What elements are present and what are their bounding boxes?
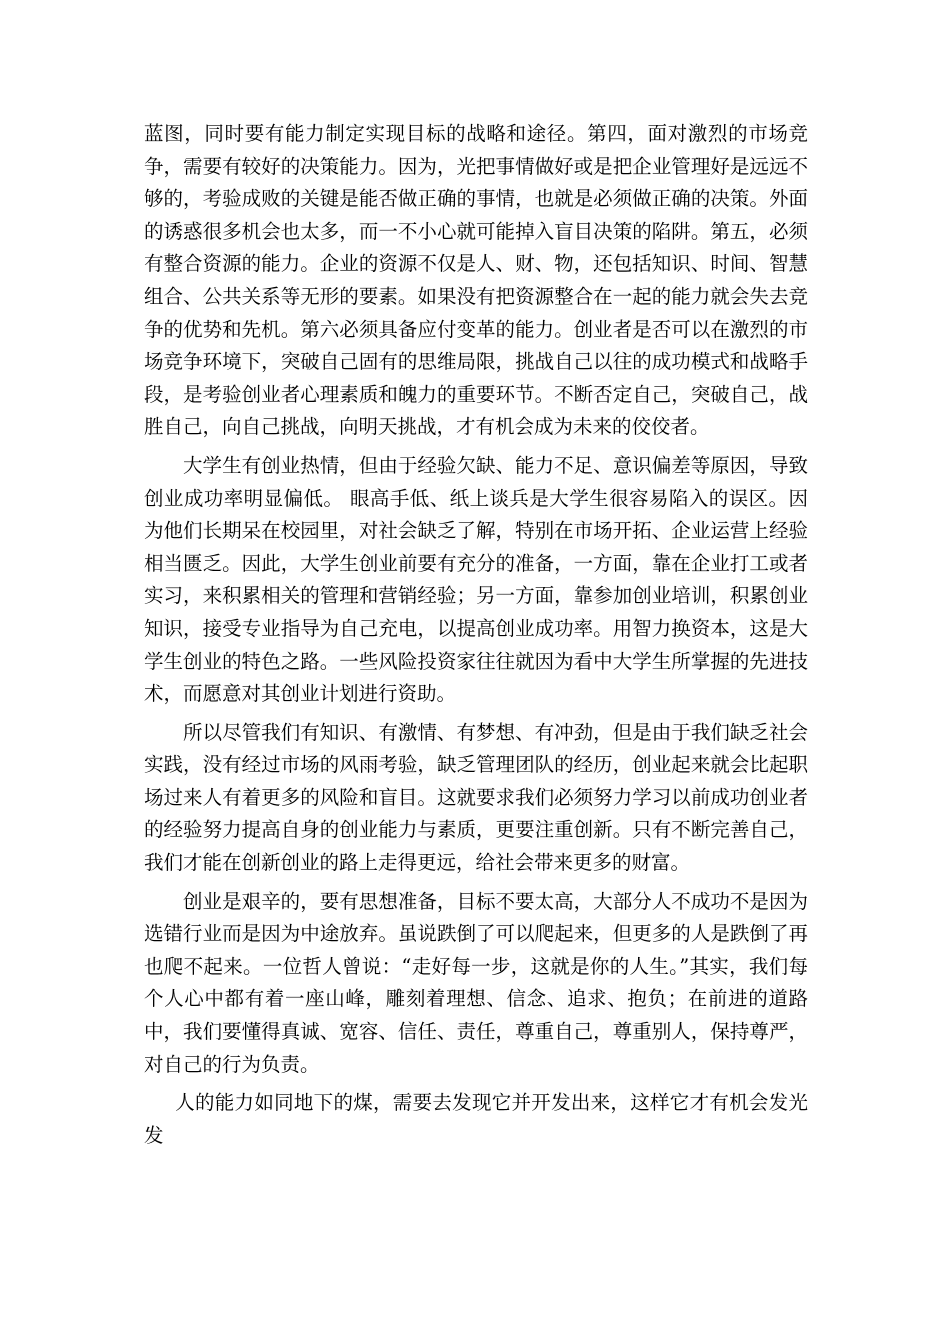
paragraph-practice-and-innovation: 所以尽管我们有知识、有激情、有梦想、有冲劲，但是由于我们缺乏社会实践，没有经过市场的风雨考验，缺乏管理团队的经历，创业起来就会比起职场过来人有着更多的风险和盲目。这就要求我们必须努力学习以前成功创业者的经验努力提高自身的创业能力与素质，更要注重创新。只有不断完善自己，我们才能在创新创业的路上走得更远，给社会带来更多的财富。 [144, 720, 808, 875]
document-body [144, 118, 808, 1152]
paragraph-ability-like-coal: 人的能力如同地下的煤，需要去发现它并开发出来，这样它才有机会发光发 [144, 1091, 808, 1147]
paragraph-student-entrepreneurship: 大学生有创业热情，但由于经验欠缺、能力不足、意识偏差等原因，导致创业成功率明显偏低。 眼高手低、纸上谈兵是大学生很容易陷入的误区。因为他们长期呆在校园里，对社会缺乏了解，特别在市场开拓、企业运营上经验相当匮乏。因此，大学生创业前要有充分的准备，一方面，靠在企业打工或者实习，来积累相关的管理和营销经验；另一方面，靠参加创业培训，积累创业知识，接受专业指导为自己充电，以提高创业成功率。用智力换资本，这是大学生创业的特色之路。一些风险投资家往往就因为看中大学生所掌握的先进技术，而愿意对其创业计划进行资助。 [144, 453, 808, 706]
paragraph-continuation: 蓝图，同时要有能力制定实现目标的战略和途径。第四，面对激烈的市场竞争，需要有较好的决策能力。因为，光把事情做好或是把企业管理好是远远不够的，考验成败的关键是能否做正确的事情，也就是必须做正确的决策。外面的诱惑很多机会也太多，而一不小心就可能掉入盲目决策的陷阱。第五，必须有整合资源的能力。企业的资源不仅是人、财、物，还包括知识、时间、智慧组合、公共关系等无形的要素。如果没有把资源整合在一起的能力就会失去竞争的优势和先机。第六必须具备应付变革的能力。创业者是否可以在激烈的市场竞争环境下，突破自己固有的思维局限，挑战自己以往的成功模式和战略手段，是考验创业者心理素质和魄力的重要环节。不断否定自己，突破自己，战胜自己，向自己挑战，向明天挑战，才有机会成为未来的佼佼者。 [144, 122, 808, 439]
paragraph-perseverance: 创业是艰辛的，要有思想准备，目标不要太高，大部分人不成功不是因为选错行业而是因为中途放弃。虽说跌倒了可以爬起来，但更多的人是跌倒了再也爬不起来。一位哲人曾说：“走好每一步，这就是你的人生。”其实，我们每个人心中都有着一座山峰，雕刻着理想、信念、追求、抱负；在前进的道路中，我们要懂得真诚、宽容、信任、责任，尊重自己，尊重别人，保持尊严，对自己的行为负责。 [144, 889, 808, 1076]
